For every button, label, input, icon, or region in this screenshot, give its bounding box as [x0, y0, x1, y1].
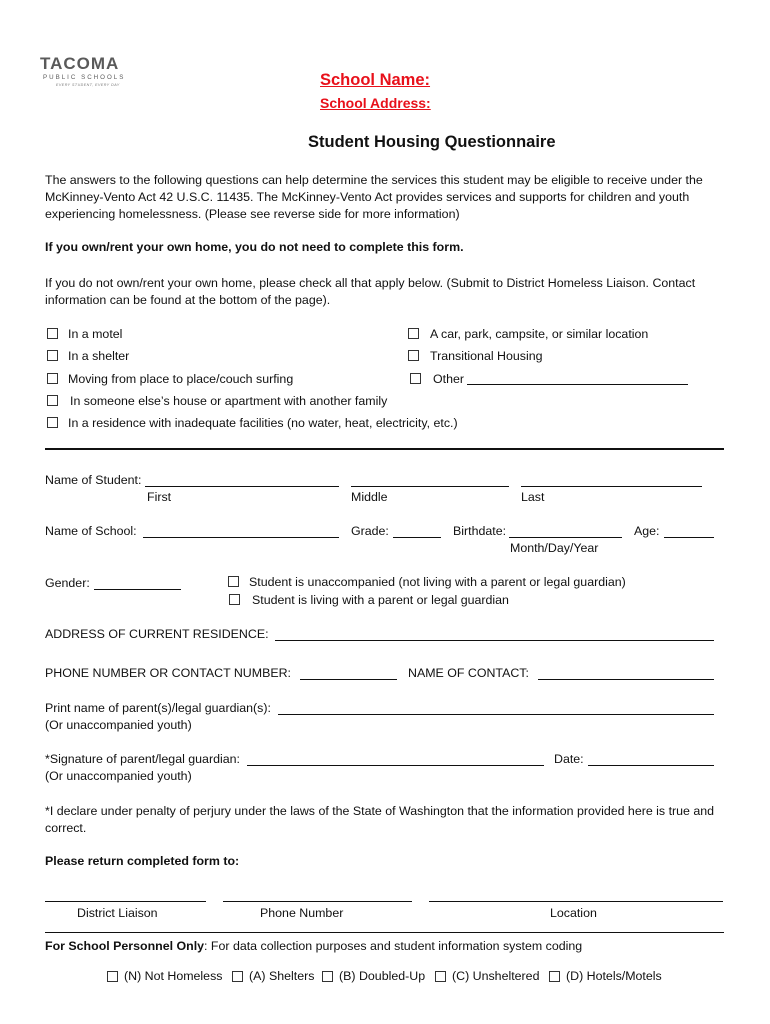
student-name-label: Name of Student:	[45, 473, 142, 487]
code-a-checkbox[interactable]	[232, 971, 243, 982]
unaccompanied-label: Student is unaccompanied (not living with a parent or legal guardian)	[249, 575, 626, 589]
moving-checkbox[interactable]	[47, 373, 58, 384]
middle-name-input[interactable]	[351, 486, 509, 487]
return-heading: Please return completed form to:	[45, 854, 240, 868]
other-checkbox[interactable]	[410, 373, 421, 384]
liaison-caption: District Liaison	[77, 906, 158, 920]
own-home-notice: If you own/rent your own home, you do not need to complete this form.	[45, 240, 464, 254]
personnel-heading: For School Personnel Only	[45, 939, 205, 953]
middle-caption: Middle	[351, 490, 388, 504]
code-c-label: (C) Unsheltered	[452, 969, 540, 983]
grade-label: Grade:	[351, 524, 389, 538]
car-checkbox[interactable]	[408, 328, 419, 339]
personnel-text: : For data collection purposes and student information system coding	[204, 939, 583, 953]
other-input[interactable]	[467, 384, 688, 385]
birthdate-label: Birthdate:	[453, 524, 507, 538]
age-label: Age:	[634, 524, 660, 538]
gender-input[interactable]	[94, 589, 181, 590]
signature-input[interactable]	[247, 765, 544, 766]
guardian-note: (Or unaccompanied youth)	[45, 718, 192, 732]
inadequate-label: In a residence with inadequate facilities (no water, heat, electricity, etc.)	[68, 416, 458, 430]
first-name-input[interactable]	[145, 486, 339, 487]
code-n-checkbox[interactable]	[107, 971, 118, 982]
section-divider	[45, 448, 724, 450]
moving-label: Moving from place to place/couch surfing	[68, 372, 294, 386]
contact-name-label: NAME OF CONTACT:	[408, 666, 529, 680]
address-input[interactable]	[275, 640, 714, 641]
intro-paragraph: The answers to the following questions can help determine the services this student may be eligible to receive under the McKinney-Vento Act 42 U.S.C. 11435. The McKinney-Vento Act provides services and supports for children and youth experiencing homelessness. (Please see reverse side for more information)	[45, 173, 703, 221]
phone-line	[223, 901, 412, 902]
code-d-checkbox[interactable]	[549, 971, 560, 982]
with-parent-label: Student is living with a parent or legal guardian	[252, 593, 509, 607]
location-line	[429, 901, 723, 902]
school-name-field-label: Name of School:	[45, 524, 137, 538]
location-caption: Location	[550, 906, 597, 920]
signature-label: *Signature of parent/legal guardian:	[45, 752, 240, 766]
page-title: Student Housing Questionnaire	[308, 133, 556, 151]
someone-else-checkbox[interactable]	[47, 395, 58, 406]
phone-label: PHONE NUMBER OR CONTACT NUMBER:	[45, 666, 291, 680]
instructions-paragraph: If you do not own/rent your own home, please check all that apply below. (Submit to District Homeless Liaison. Contact information can be found at the bottom of the page).	[45, 276, 696, 307]
last-name-input[interactable]	[521, 486, 702, 487]
inadequate-checkbox[interactable]	[47, 417, 58, 428]
birthdate-input[interactable]	[509, 537, 622, 538]
logo-subtitle: PUBLIC SCHOOLS	[43, 74, 126, 81]
someone-else-label: In someone else’s house or apartment with another family	[70, 394, 388, 408]
address-label: ADDRESS OF CURRENT RESIDENCE:	[45, 627, 269, 641]
code-n-label: (N) Not Homeless	[124, 969, 223, 983]
code-c-checkbox[interactable]	[435, 971, 446, 982]
motel-label: In a motel	[68, 327, 123, 341]
guardian-input[interactable]	[278, 714, 714, 715]
phone-caption: Phone Number	[260, 906, 344, 920]
transitional-label: Transitional Housing	[430, 349, 543, 363]
declaration-text: *I declare under penalty of perjury under the laws of the State of Washington that the information provided here is true and correct.	[45, 804, 715, 835]
code-d-label: (D) Hotels/Motels	[566, 969, 662, 983]
code-b-checkbox[interactable]	[322, 971, 333, 982]
logo-tagline: EVERY STUDENT, EVERY DAY	[56, 83, 120, 87]
car-label: A car, park, campsite, or similar location	[430, 327, 649, 341]
shelter-label: In a shelter	[68, 349, 130, 363]
contact-name-input[interactable]	[538, 679, 714, 680]
signature-note: (Or unaccompanied youth)	[45, 769, 192, 783]
code-b-label: (B) Doubled-Up	[339, 969, 426, 983]
date-label: Date:	[554, 752, 584, 766]
school-address-label: School Address:	[320, 95, 431, 111]
age-input[interactable]	[664, 537, 714, 538]
last-caption: Last	[521, 490, 545, 504]
motel-checkbox[interactable]	[47, 328, 58, 339]
other-label: Other	[433, 372, 464, 386]
guardian-label: Print name of parent(s)/legal guardian(s):	[45, 701, 271, 715]
logo-text: TACOMA	[40, 54, 120, 73]
phone-input[interactable]	[300, 679, 397, 680]
personnel-line	[45, 939, 582, 953]
birthdate-format: Month/Day/Year	[510, 541, 599, 555]
shelter-checkbox[interactable]	[47, 350, 58, 361]
personnel-divider	[45, 932, 724, 933]
first-caption: First	[147, 490, 172, 504]
gender-label: Gender:	[45, 576, 90, 590]
code-a-label: (A) Shelters	[249, 969, 315, 983]
with-parent-checkbox[interactable]	[229, 594, 240, 605]
date-input[interactable]	[588, 765, 714, 766]
grade-input[interactable]	[393, 537, 441, 538]
liaison-line	[45, 901, 206, 902]
school-name-label: School Name:	[320, 71, 431, 89]
school-name-input[interactable]	[143, 537, 339, 538]
transitional-checkbox[interactable]	[408, 350, 419, 361]
unaccompanied-checkbox[interactable]	[228, 576, 239, 587]
